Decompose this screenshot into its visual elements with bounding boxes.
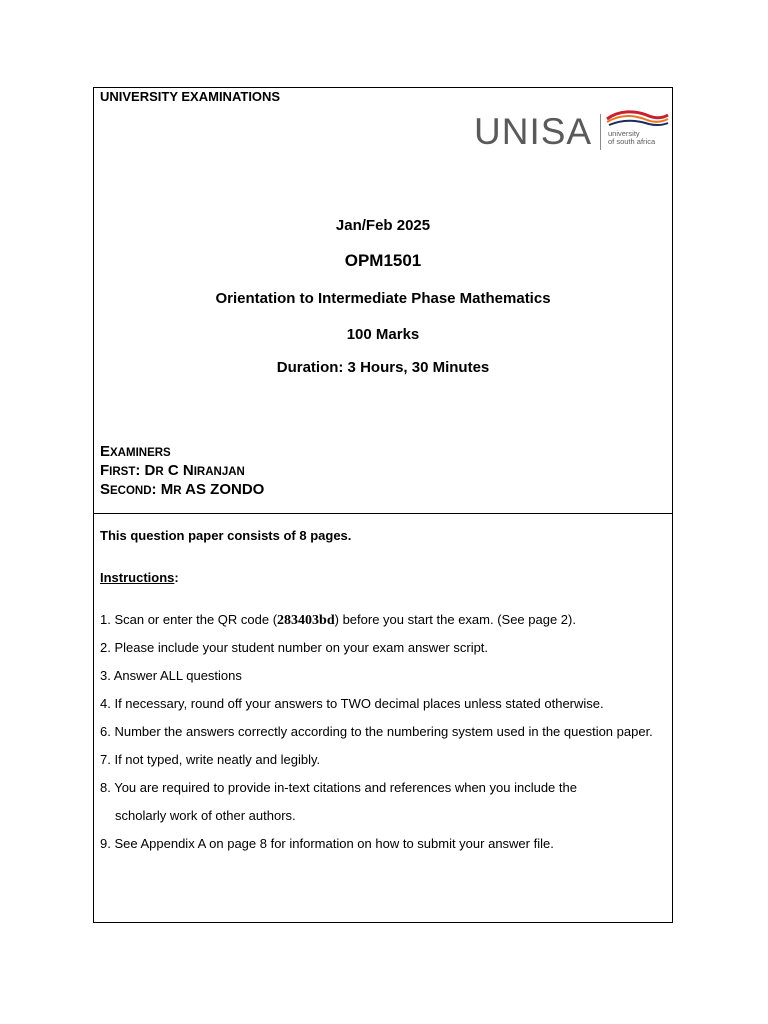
cover-header-box	[94, 88, 672, 514]
module-code: OPM1501	[344, 251, 422, 270]
instruction-9: 9. See Appendix A on page 8 for information on how to submit your answer file.	[100, 836, 554, 851]
instruction-7: 7. If not typed, write neatly and legibly.	[100, 752, 321, 767]
exam-session: Jan/Feb 2025	[335, 217, 431, 234]
instruction-6: 6. Number the answers correctly according to the numbering system used in the question paper.	[100, 724, 653, 739]
first-examiner: FIRST: DR C NIRANJAN	[100, 462, 245, 479]
instruction-2: 2. Please include your student number on your exam answer script.	[100, 640, 489, 655]
logo-swoosh-icon	[605, 110, 669, 130]
page-count-note: This question paper consists of 8 pages.	[100, 528, 352, 543]
university-examinations-label: UNIVERSITY EXAMINATIONS	[100, 89, 281, 104]
logo-divider	[600, 114, 601, 150]
logo-tagline-line2: of south africa	[608, 137, 656, 146]
logo-tagline-line1: university	[608, 129, 640, 138]
instruction-4: 4. If necessary, round off your answers to TWO decimal places unless stated otherwise.	[100, 696, 604, 711]
qr-code-value: 283403bd	[277, 613, 335, 628]
module-title: Orientation to Intermediate Phase Mathematics	[215, 290, 551, 307]
exam-duration: Duration: 3 Hours, 30 Minutes	[276, 359, 490, 376]
instruction-3: 3. Answer ALL questions	[100, 668, 242, 683]
examiners-block	[100, 443, 264, 500]
unisa-logo	[474, 110, 669, 154]
examiners-heading: EXAMINERS	[100, 443, 171, 460]
instruction-8-continued: scholarly work of other authors.	[115, 808, 296, 823]
instruction-8: 8. You are required to provide in-text citations and references when you include the	[100, 780, 577, 795]
instructions-heading: Instructions:	[100, 570, 179, 585]
instruction-1: 1. Scan or enter the QR code (283403bd) before you start the exam. (See page 2).	[100, 612, 576, 628]
exam-cover-frame	[93, 87, 673, 923]
total-marks: 100 Marks	[346, 326, 420, 343]
second-examiner: SECOND: MR AS ZONDO	[100, 481, 265, 498]
logo-tagline	[608, 130, 655, 146]
logo-wordmark: UNISA	[474, 111, 593, 152]
